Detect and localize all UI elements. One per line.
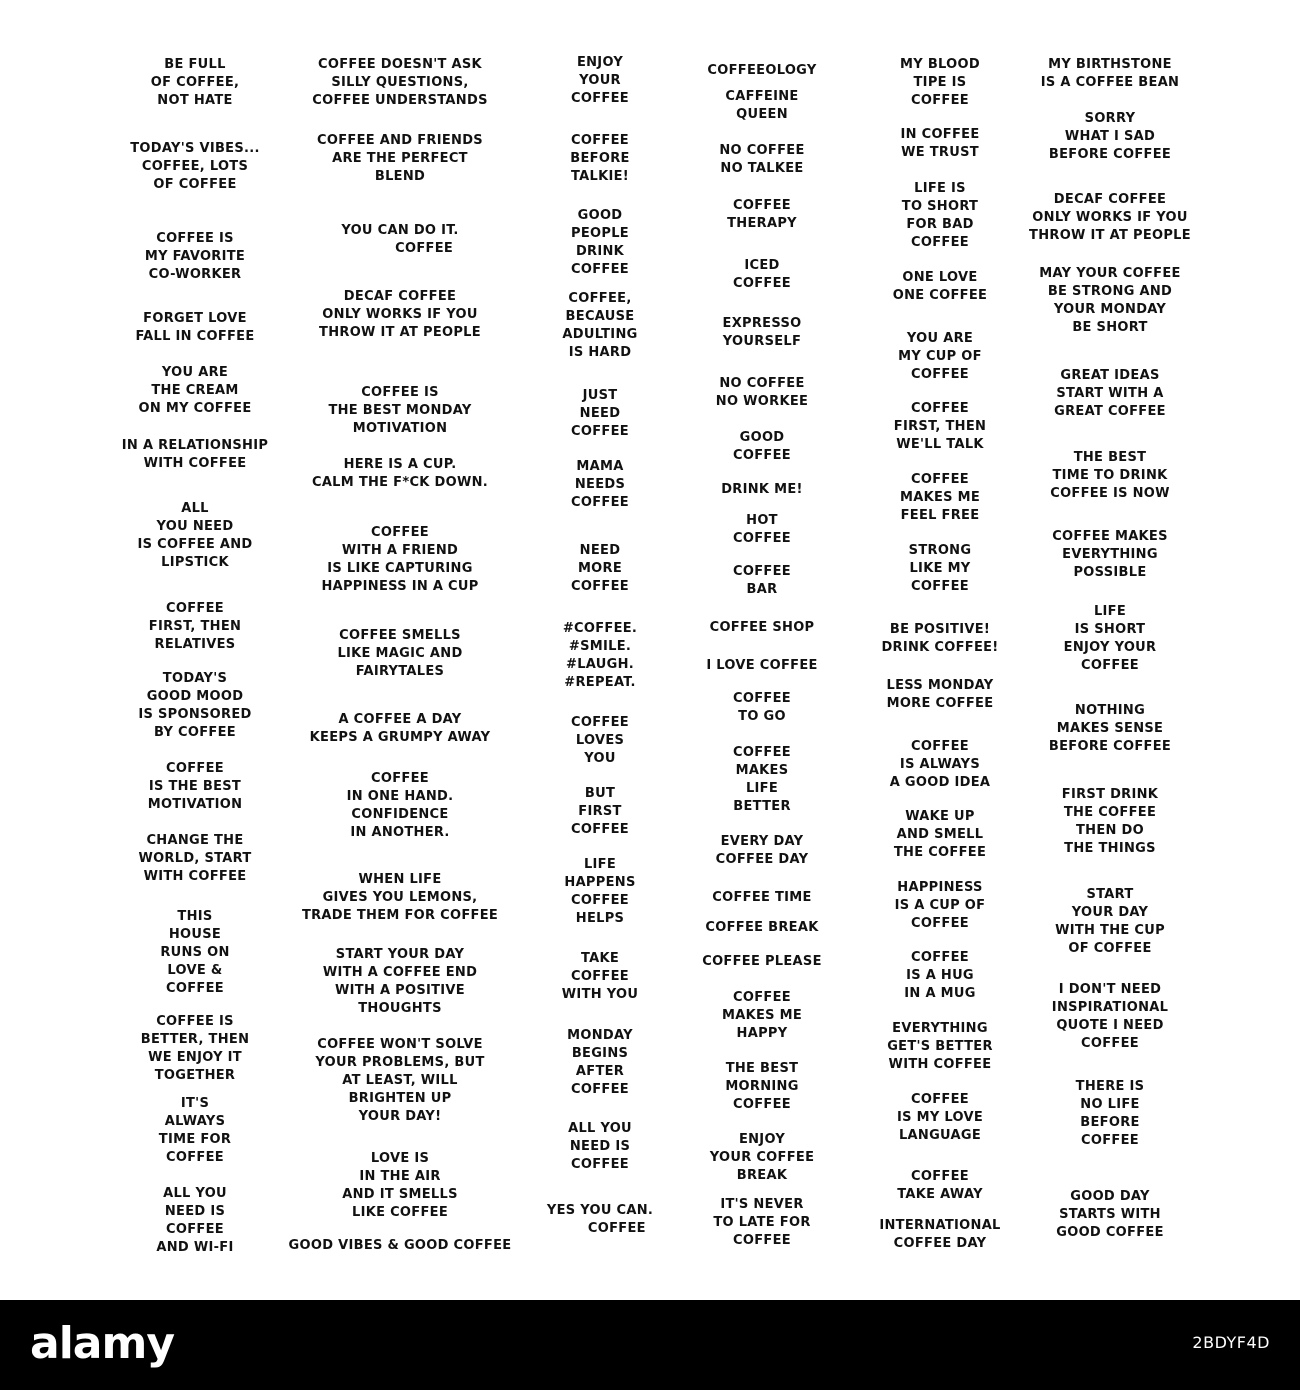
quote-text: STRONG LIKE MY COFFEE [908, 543, 972, 594]
quote-text: LIFE HAPPENS COFFEE HELPS [564, 857, 636, 926]
quote-text: A COFFEE A DAY KEEPS A GRUMPY AWAY [309, 712, 491, 745]
quote-text: COFFEE IS ALWAYS A GOOD IDEA [889, 739, 991, 790]
quote-text: NO COFFEE NO WORKEE [715, 376, 809, 409]
alamy-logo: alamy [30, 1318, 174, 1369]
quote-text: COFFEE LOVES YOU [571, 715, 629, 766]
quote-text: ALL YOU NEED IS COFFEE AND LIPSTICK [137, 501, 253, 570]
quote-text: THE BEST MORNING COFFEE [725, 1061, 799, 1112]
quote-text: EVERYTHING GET'S BETTER WITH COFFEE [887, 1021, 993, 1072]
quote-text: THIS HOUSE RUNS ON LOVE & COFFEE [160, 909, 230, 996]
quote-text: HOT COFFEE [733, 513, 791, 546]
quote-text: LOVE IS IN THE AIR AND IT SMELLS LIKE COFFEE [342, 1151, 458, 1220]
quote-text: COFFEE IS MY LOVE LANGUAGE [896, 1092, 984, 1143]
quote-text: EXPRESSO YOURSELF [722, 316, 802, 349]
quote-text: TODAY'S GOOD MOOD IS SPONSORED BY COFFEE [138, 671, 252, 740]
quote-text: YOU CAN DO IT. COFFEE [341, 223, 459, 256]
quote-text: LESS MONDAY MORE COFFEE [886, 678, 994, 711]
quote-text: IT'S ALWAYS TIME FOR COFFEE [158, 1096, 232, 1165]
quote-text: WHEN LIFE GIVES YOU LEMONS, TRADE THEM FOR COFFEE [301, 872, 499, 923]
quote-text: MAMA NEEDS COFFEE [571, 459, 629, 510]
watermark-footer [0, 1300, 1300, 1390]
quote-text: YES YOU CAN. COFFEE [546, 1203, 654, 1236]
quote-text: DECAF COFFEE ONLY WORKS IF YOU THROW IT AT PEOPLE [319, 289, 481, 340]
quote-text: COFFEEOLOGY [707, 63, 817, 78]
quote-text: COFFEE DOESN'T ASK SILLY QUESTIONS, COFFEE UNDERSTANDS [312, 57, 488, 108]
quote-text: COFFEE FIRST, THEN RELATIVES [148, 601, 242, 652]
quote-text: COFFEE TO GO [733, 691, 791, 724]
quote-text: COFFEE WON'T SOLVE YOUR PROBLEMS, BUT AT LEAST, WILL BRIGHTEN UP YOUR DAY! [315, 1037, 485, 1124]
quote-text: YOU ARE THE CREAM ON MY COFFEE [138, 365, 252, 416]
quote-text: COFFEE SHOP [709, 620, 815, 635]
quote-text: COFFEE MAKES LIFE BETTER [733, 745, 791, 814]
quote-text: WAKE UP AND SMELL THE COFFEE [893, 809, 987, 860]
quote-text: GREAT IDEAS START WITH A GREAT COFFEE [1054, 368, 1166, 419]
quote-text: COFFEE MAKES ME HAPPY [721, 990, 803, 1041]
quote-text: MONDAY BEGINS AFTER COFFEE [567, 1028, 633, 1097]
quote-text: DECAF COFFEE ONLY WORKS IF YOU THROW IT AT PEOPLE [1029, 192, 1191, 243]
quote-text: BE POSITIVE! DRINK COFFEE! [881, 622, 999, 655]
quote-text: GOOD DAY STARTS WITH GOOD COFFEE [1056, 1189, 1164, 1240]
quote-text: ALL YOU NEED IS COFFEE AND WI-FI [156, 1186, 234, 1255]
quote-text: SORRY WHAT I SAD BEFORE COFFEE [1048, 111, 1172, 162]
quote-text: #COFFEE. #SMILE. #LAUGH. #REPEAT. [562, 621, 638, 690]
quote-text: COFFEE PLEASE [702, 954, 822, 969]
quote-text: COFFEE THERAPY [727, 198, 797, 231]
quote-text: GOOD VIBES & GOOD COFFEE [288, 1238, 512, 1253]
quote-text: COFFEE MAKES EVERYTHING POSSIBLE [1052, 529, 1168, 580]
quote-text: ONE LOVE ONE COFFEE [892, 270, 988, 303]
quote-text: NEED MORE COFFEE [571, 543, 629, 594]
quote-text: COFFEE BEFORE TALKIE! [570, 133, 630, 184]
quote-text: COFFEE IN ONE HAND. CONFIDENCE IN ANOTHER. [346, 771, 454, 840]
quote-text: COFFEE, BECAUSE ADULTING IS HARD [562, 291, 638, 360]
quote-text: GOOD COFFEE [733, 430, 791, 463]
quote-text: COFFEE AND FRIENDS ARE THE PERFECT BLEND [317, 133, 483, 184]
quote-text: FIRST DRINK THE COFFEE THEN DO THE THINGS [1061, 787, 1159, 856]
quote-text: IT'S NEVER TO LATE FOR COFFEE [713, 1197, 811, 1248]
quote-text: FORGET LOVE FALL IN COFFEE [135, 311, 255, 344]
quote-text: COFFEE FIRST, THEN WE'LL TALK [893, 401, 987, 452]
quote-text: IN A RELATIONSHIP WITH COFFEE [121, 438, 269, 471]
quote-text: HERE IS A CUP. CALM THE F*CK DOWN. [311, 457, 489, 490]
quote-text: DRINK ME! [721, 482, 803, 497]
quote-text: MAY YOUR COFFEE BE STRONG AND YOUR MONDAY BE SHORT [1039, 266, 1181, 335]
quote-text: THE BEST TIME TO DRINK COFFEE IS NOW [1050, 450, 1170, 501]
quote-text: COFFEE IS BETTER, THEN WE ENJOY IT TOGETHER [140, 1014, 250, 1083]
quote-text: MY BIRTHSTONE IS A COFFEE BEAN [1040, 57, 1180, 90]
quote-text: THERE IS NO LIFE BEFORE COFFEE [1075, 1079, 1145, 1148]
quote-text: COFFEE WITH A FRIEND IS LIKE CAPTURING HAPPINESS IN A CUP [321, 525, 479, 594]
quote-text: ALL YOU NEED IS COFFEE [568, 1121, 632, 1172]
image-id-label: 2BDYF4D [1192, 1333, 1270, 1352]
quote-text: COFFEE TAKE AWAY [897, 1169, 983, 1202]
quote-text: CAFFEINE QUEEN [725, 89, 799, 122]
quote-text: COFFEE BREAK [705, 920, 819, 935]
quote-text: ENJOY YOUR COFFEE BREAK [709, 1132, 815, 1183]
quote-text: START YOUR DAY WITH THE CUP OF COFFEE [1055, 887, 1165, 956]
quote-text: GOOD PEOPLE DRINK COFFEE [571, 208, 629, 277]
quote-text: CHANGE THE WORLD, START WITH COFFEE [138, 833, 252, 884]
quote-text: HAPPINESS IS A CUP OF COFFEE [894, 880, 986, 931]
quote-text: YOU ARE MY CUP OF COFFEE [898, 331, 982, 382]
quote-text: BE FULL OF COFFEE, NOT HATE [150, 57, 240, 108]
quote-text: COFFEE IS A HUG IN A MUG [904, 950, 976, 1001]
quote-text: I DON'T NEED INSPIRATIONAL QUOTE I NEED COFFEE [1051, 982, 1169, 1051]
quote-text: COFFEE IS MY FAVORITE CO-WORKER [144, 231, 246, 282]
quote-text: JUST NEED COFFEE [571, 388, 629, 439]
quote-text: COFFEE BAR [733, 564, 791, 597]
quote-text: MY BLOOD TIPE IS COFFEE [900, 57, 980, 108]
quote-text: LIFE IS TO SHORT FOR BAD COFFEE [901, 181, 979, 250]
quote-text: TAKE COFFEE WITH YOU [561, 951, 639, 1002]
quote-text: NOTHING MAKES SENSE BEFORE COFFEE [1048, 703, 1172, 754]
quote-text: COFFEE IS THE BEST MOTIVATION [147, 761, 243, 812]
quote-text: ICED COFFEE [733, 258, 791, 291]
quote-text: EVERY DAY COFFEE DAY [715, 834, 809, 867]
quote-text: ENJOY YOUR COFFEE [571, 55, 629, 106]
quote-text: BUT FIRST COFFEE [571, 786, 629, 837]
quote-text: START YOUR DAY WITH A COFFEE END WITH A POSITIVE THOUGHTS [322, 947, 478, 1016]
quote-text: INTERNATIONAL COFFEE DAY [879, 1218, 1001, 1251]
quote-text: COFFEE TIME [712, 890, 812, 905]
quote-text: I LOVE COFFEE [706, 658, 818, 673]
quote-text: COFFEE MAKES ME FEEL FREE [899, 472, 981, 523]
quote-text: IN COFFEE WE TRUST [900, 127, 980, 160]
quote-text: TODAY'S VIBES... COFFEE, LOTS OF COFFEE [130, 141, 260, 192]
quote-text: LIFE IS SHORT ENJOY YOUR COFFEE [1063, 604, 1157, 673]
quote-text: NO COFFEE NO TALKEE [719, 143, 805, 176]
quote-text: COFFEE IS THE BEST MONDAY MOTIVATION [328, 385, 472, 436]
quote-text: COFFEE SMELLS LIKE MAGIC AND FAIRYTALES [337, 628, 463, 679]
